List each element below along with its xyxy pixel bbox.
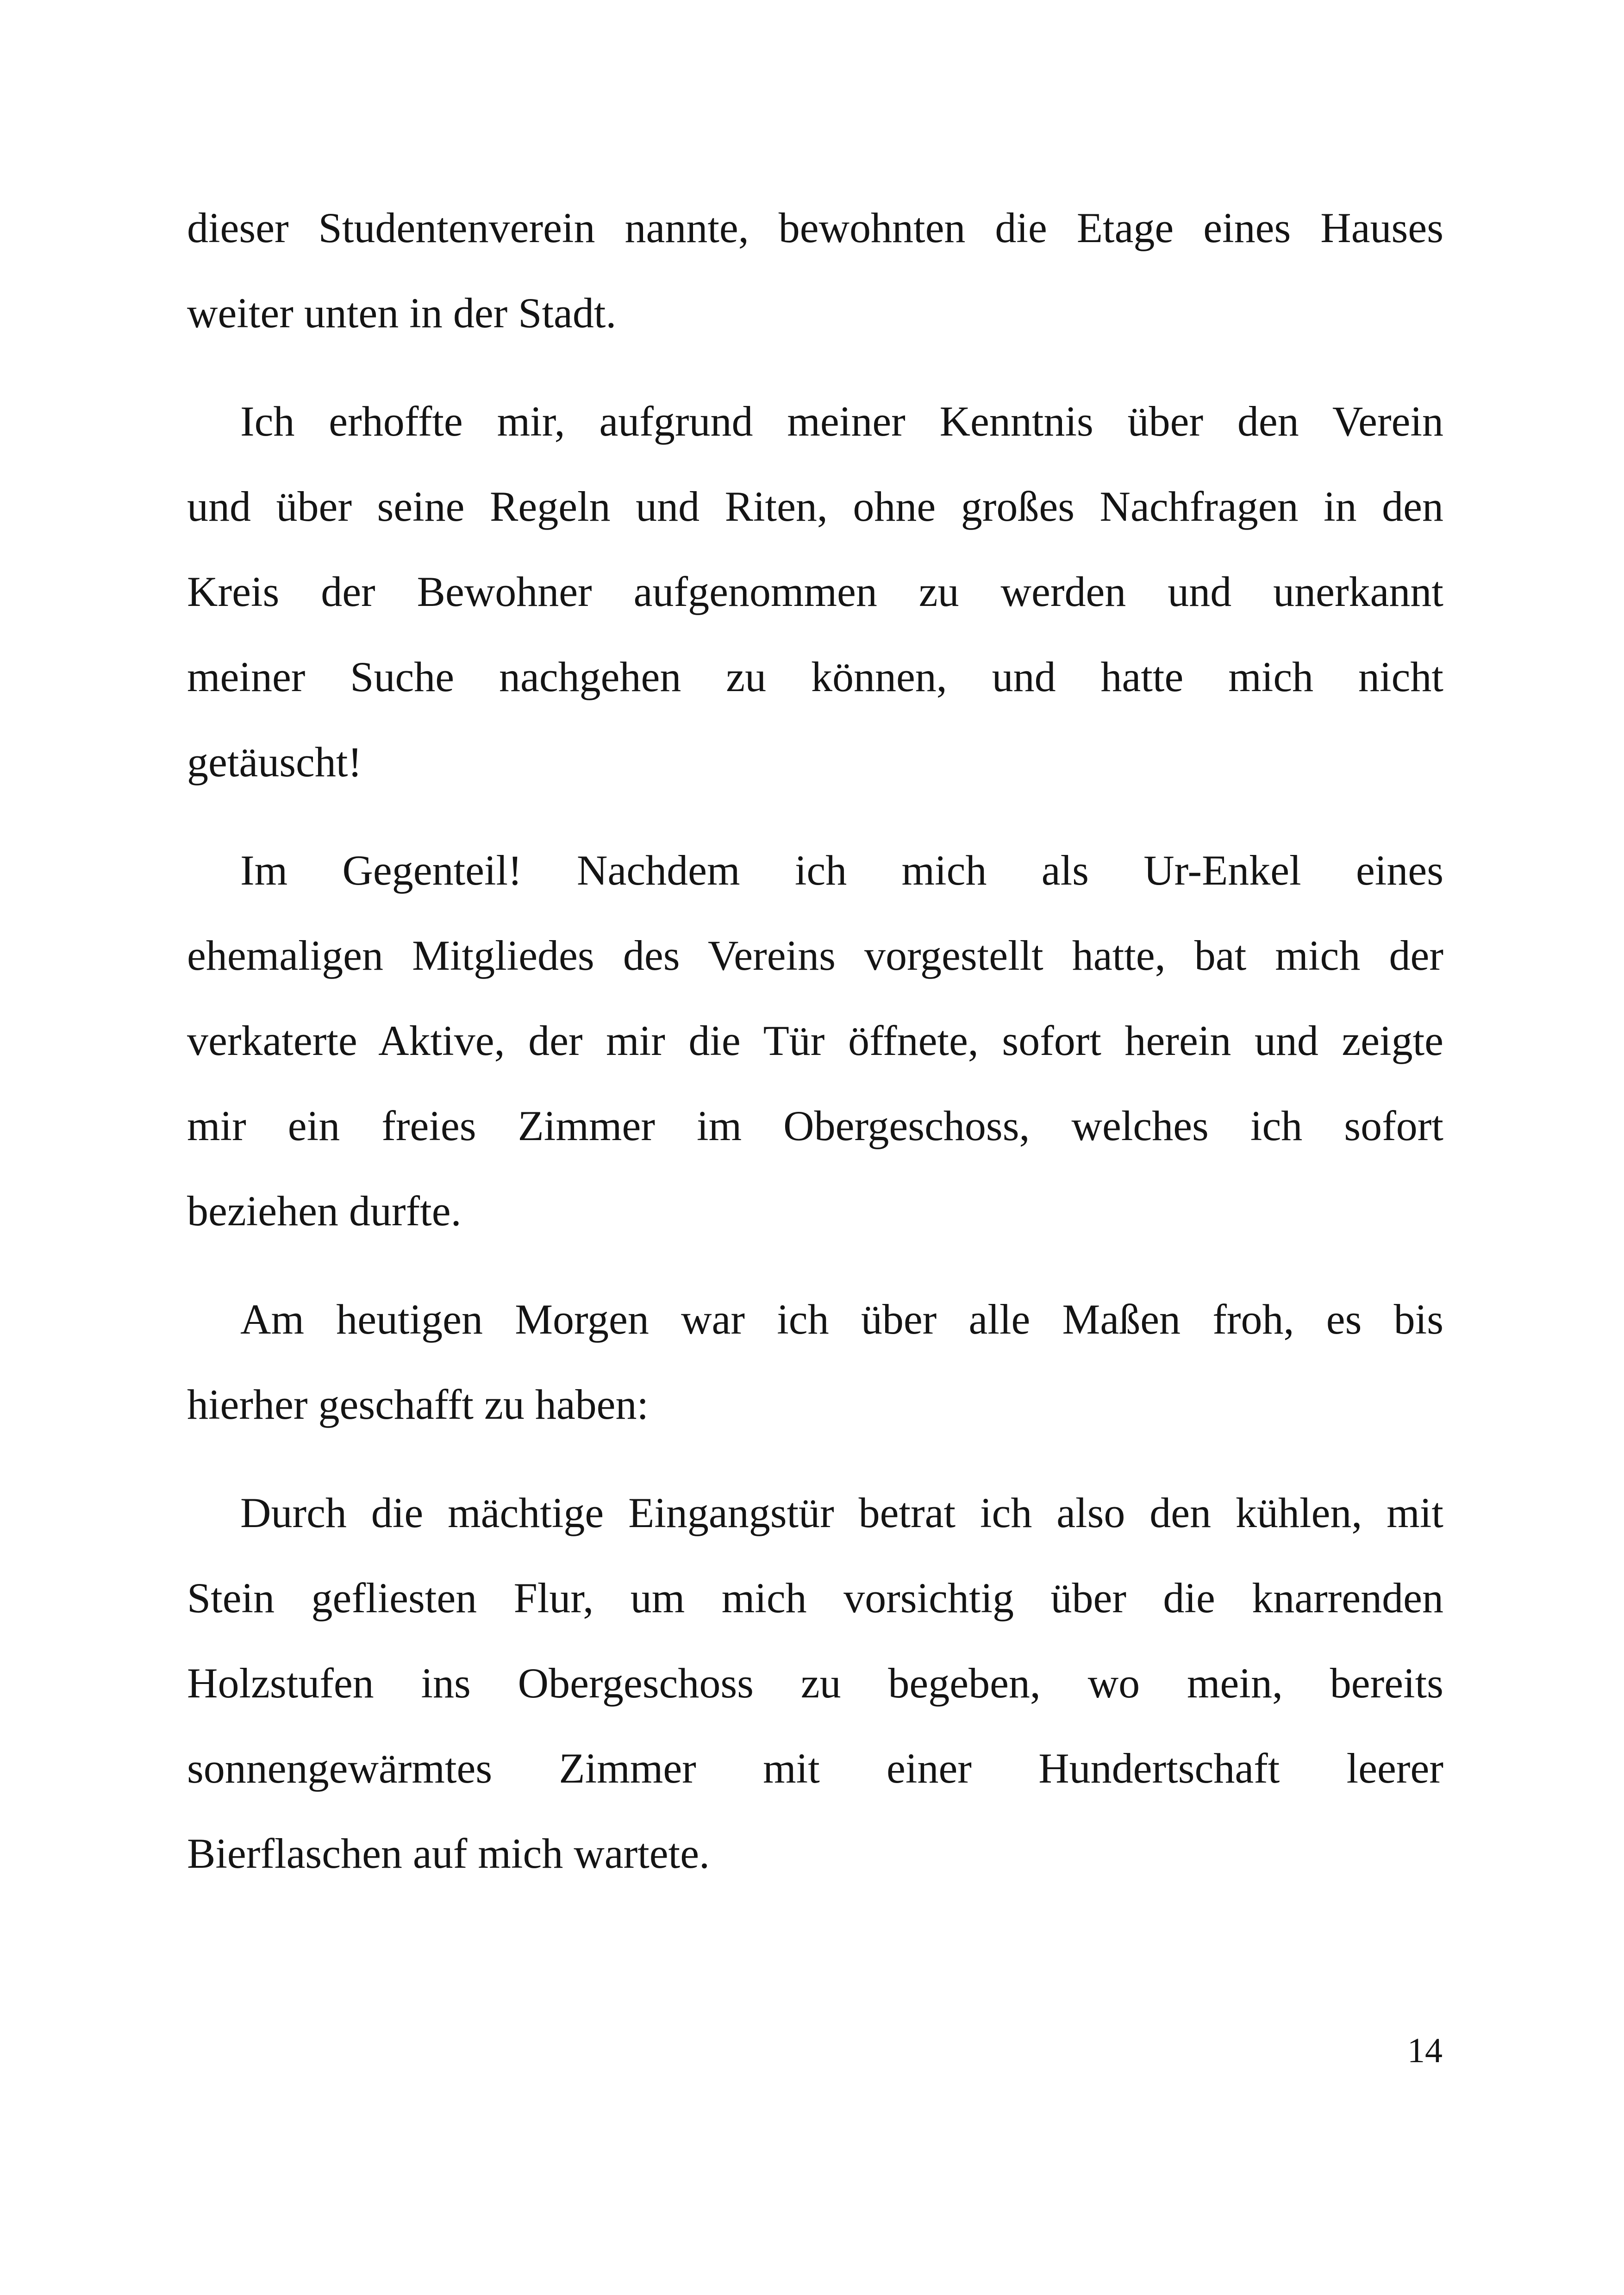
paragraph-3 <box>187 828 1443 1254</box>
paragraph-2 <box>187 379 1443 804</box>
text-line: Bierflaschen auf mich wartete. <box>187 1830 710 1877</box>
text-line: dieser Studentenverein nannte, bewohnten die Etage eines Hauses <box>187 204 1443 251</box>
page-number: 14 <box>1407 2031 1443 2070</box>
paragraph-gap <box>187 1254 1443 1277</box>
text-line: verkaterte Aktive, der mir die Tür öffnete, sofort herein und zeigte <box>187 1017 1443 1064</box>
paragraph-1 <box>187 185 1443 355</box>
paragraph-5 <box>187 1470 1443 1896</box>
text-line: Ich erhoffte mir, aufgrund meiner Kenntnis über den Verein <box>240 398 1443 445</box>
text-line: und über seine Regeln und Riten, ohne großes Nachfragen in den <box>187 483 1443 530</box>
paragraph-gap <box>187 1447 1443 1470</box>
text-line: mir ein freies Zimmer im Obergeschoss, welches ich sofort <box>187 1102 1443 1149</box>
paragraph-gap <box>187 355 1443 379</box>
text-line: meiner Suche nachgehen zu können, und hatte mich nicht <box>187 653 1443 700</box>
text-line: hierher geschafft zu haben: <box>187 1381 649 1428</box>
text-line: Holzstufen ins Obergeschoss zu begeben, wo mein, bereits <box>187 1659 1443 1707</box>
text-line: Stein gefliesten Flur, um mich vorsichtig über die knarrenden <box>187 1574 1443 1621</box>
text-line: beziehen durfte. <box>187 1187 462 1235</box>
text-line: sonnengewärmtes Zimmer mit einer Hundertschaft leerer <box>187 1745 1443 1792</box>
text-line: getäuscht! <box>187 738 362 786</box>
text-line: weiter unten in der Stadt. <box>187 289 617 337</box>
text-line: Kreis der Bewohner aufgenommen zu werden und unerkannt <box>187 568 1443 615</box>
text-line: Durch die mächtige Eingangstür betrat ich also den kühlen, mit <box>240 1489 1443 1536</box>
text-line: Im Gegenteil! Nachdem ich mich als Ur-Enkel eines <box>240 847 1443 894</box>
paragraph-gap <box>187 804 1443 828</box>
paragraph-4 <box>187 1277 1443 1447</box>
text-line: ehemaligen Mitgliedes des Vereins vorgestellt hatte, bat mich der <box>187 932 1443 979</box>
page-body <box>187 185 1443 1896</box>
text-line: Am heutigen Morgen war ich über alle Maßen froh, es bis <box>240 1296 1443 1343</box>
